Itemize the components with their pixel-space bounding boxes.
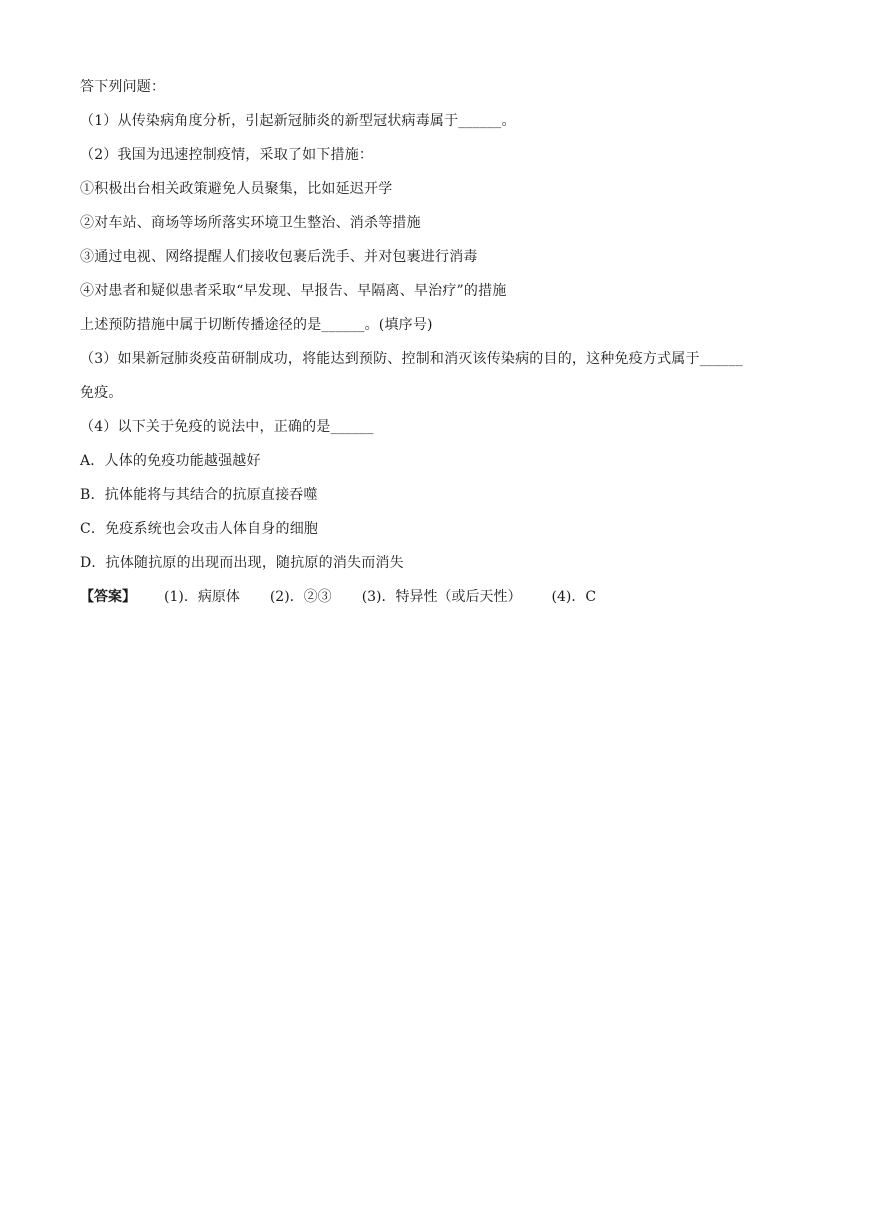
text-line: （4）以下关于免疫的说法中，正确的是______ xyxy=(80,419,374,435)
option-d: D．抗体随抗原的出现而出现，随抗原的消失而消失 xyxy=(80,555,404,571)
answer-item: (4)．C xyxy=(551,589,597,605)
answer-label: 【答案】 xyxy=(80,589,136,605)
question-content xyxy=(80,70,800,614)
option-b: B．抗体能将与其结合的抗原直接吞噬 xyxy=(80,487,318,503)
text-line: （1）从传染病角度分析，引起新冠肺炎的新型冠状病毒属于______。 xyxy=(80,113,516,129)
text-line: 上述预防措施中属于切断传播途径的是______。(填序号) xyxy=(80,317,433,333)
text-line: ③通过电视、网络提醒人们接收包裹后洗手、并对包裹进行消毒 xyxy=(80,249,478,265)
answer-item: (1)．病原体 xyxy=(164,589,240,605)
option-c: C．免疫系统也会攻击人体自身的细胞 xyxy=(80,521,319,537)
option-a: A．人体的免疫功能越强越好 xyxy=(80,453,261,469)
text-line: （2）我国为迅速控制疫情，采取了如下措施： xyxy=(80,147,374,163)
text-line: 答下列问题： xyxy=(80,79,166,95)
answer-item: (2)．②③ xyxy=(269,589,332,605)
answer-item: (3)．特异性（或后天性） xyxy=(361,589,522,605)
text-line: ①积极出台相关政策避免人员聚集，比如延迟开学 xyxy=(80,181,393,197)
text-line: ④对患者和疑似患者采取“早发现、早报告、早隔离、早治疗”的措施 xyxy=(80,283,507,299)
answer-line xyxy=(80,580,800,614)
text-line: ②对车站、商场等场所落实环境卫生整治、消杀等措施 xyxy=(80,215,421,231)
text-line: （3）如果新冠肺炎疫苗研制成功，将能达到预防、控制和消灭该传染病的目的，这种免疫方式属于______ xyxy=(80,351,743,367)
text-line: 免疫。 xyxy=(80,385,123,401)
